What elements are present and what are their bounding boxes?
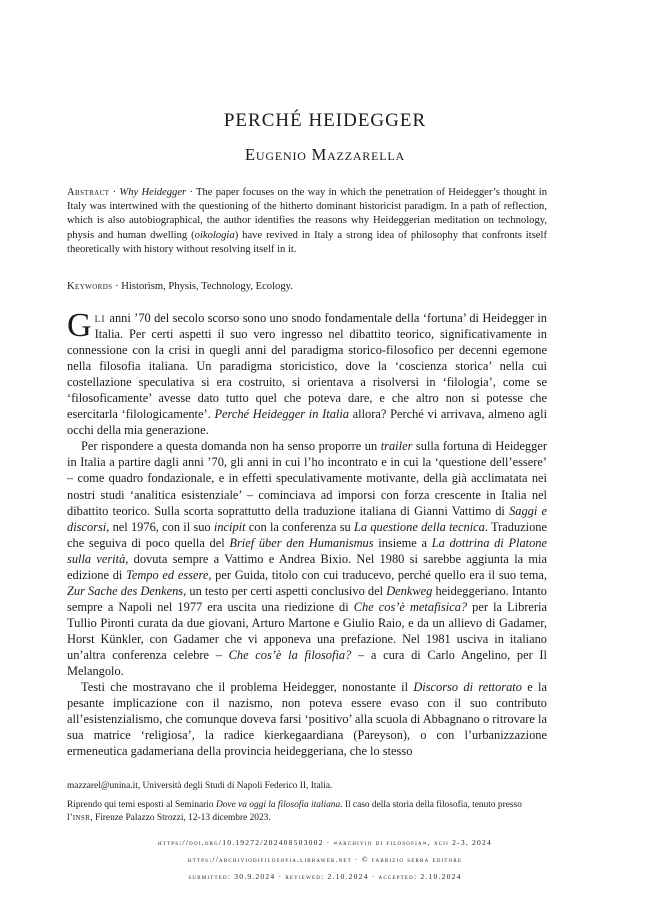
paragraph-text: per la Libreria Tullio Pironti curata da due giovani, Arturo Martone e Giulio Raio, e da un allievo di Gadamer, Horst Künkler, con Gadamer che vi apponeva una prefazione. Nel 1981 usciva in italiano un’altra conferenza celebre – — [67, 599, 547, 662]
keywords-text: · Historism, Physis, Technology, Ecology. — [112, 281, 293, 292]
italic-title: Tempo ed essere — [126, 567, 209, 582]
note-text: , Firenze Palazzo Strozzi, 12-13 dicembre 2023. — [90, 813, 271, 823]
abstract-english-title: Why Heidegger — [119, 187, 187, 198]
paragraph-text: , un testo per certi aspetti conclusivo del — [183, 583, 387, 598]
paragraph-text: , nel 1976, con il suo — [106, 519, 214, 534]
note-text: . Il caso della storia della filosofia, tenuto presso l’ — [67, 800, 522, 823]
abstract — [67, 186, 547, 257]
italic-term: incipit — [213, 519, 246, 534]
article-title: PERCHÉ HEIDEGGER — [223, 110, 427, 131]
footer-doi-line: https://doi.org/10.19272/202408503002 · «archivio di filosofia», xcii 2-3, 2024 — [157, 838, 493, 847]
italic-term: trailer — [380, 439, 413, 454]
abstract-text: · The paper focuses on the way in which the penetration of Heidegger’s thought in Italy was intertwined with the questioning of the hitherto dominant historicist paradigm. In a path of reflection, which is also autobiographical, the author identifies the reasons why Heideggerian meditation on technology, physis and human dwelling ( — [67, 187, 547, 241]
author-name: Eugenio Mazzarella — [245, 145, 405, 164]
footnotes — [67, 780, 547, 831]
note-text: Riprendo qui temi esposti al Seminario — [67, 800, 216, 810]
footer-publisher-line: https://archiviodifilosofia.libraweb.net · © fabrizio serra editore — [187, 855, 463, 864]
note-italic: Dove va oggi la filosofia italiana — [215, 800, 341, 810]
paragraph-text: . Traduzione che seguiva di poco quella del — [67, 519, 547, 550]
paragraph-text: con la conferenza su — [245, 519, 354, 534]
italic-title: La dottrina di Platone sulla verità — [67, 535, 547, 566]
lead-in: li — [94, 311, 107, 325]
abstract-separator: · — [109, 187, 120, 198]
article-body — [67, 307, 548, 759]
paragraph-text: allora? Perché vi arrivava, almeno agli occhi della mia generazione. — [67, 407, 548, 438]
abstract-text-end: ) have revived in Italy a strong idea of philosophy that confronts itself theoretically with history without resolving itself in it. — [67, 229, 547, 255]
paragraph-text: Per rispondere a questa domanda non ha senso proporre un — [81, 439, 381, 454]
paragraph-text: heideggeriano. Intanto sempre a Napoli nel 1977 era uscita una riedizione di — [67, 583, 548, 614]
italic-title: Discorso di rettorato — [413, 680, 522, 695]
paragraph-text: insieme a — [373, 535, 432, 550]
source-note — [67, 799, 547, 825]
paragraph-text: , dovuta sempre a Vattimo e Andrea Bixio. Nel 1980 si sarebbe aggiunta la mia edizione di — [67, 551, 547, 582]
italic-title: Saggi e discorsi — [67, 503, 547, 534]
paragraph-1 — [67, 307, 548, 438]
italic-term: Denkweg — [386, 583, 433, 598]
note-acronym: insr — [72, 813, 91, 823]
keywords-label: Keywords — [67, 281, 113, 292]
italic-title: Brief über den Humanismus — [229, 535, 374, 550]
paragraph-text: Testi che mostravano che il problema Heidegger, nonostante il — [81, 680, 414, 695]
author-affiliation: mazzarel@unina.it, Università degli Studi di Napoli Federico II, Italia. — [67, 781, 333, 791]
paragraph-text: , per Guida, titolo con cui traducevo, perché quello era il suo tema, — [208, 567, 547, 582]
drop-cap: G — [67, 307, 92, 344]
paragraph-text: sulla fortuna di Heidegger in Italia a partire dagli anni ’70, gli anni in cui l’ho incontrato e in cui la ‘questione dell’essere’ – come quadro fondazionale, e in effetti speculativamente motivante, della già acclimatata nei nostri studi ‘analitica esistenziale’ – cominciava ad imporsi con forza crescente in Italia nel dibattito teorico. Sulla scorta soprattutto della traduzione italiana di Gianni Vattimo di — [67, 439, 547, 518]
paragraph-text: – a cura di Carlo Angelino, per Il Melangolo. — [67, 647, 547, 679]
italic-title: La questione della tecnica — [354, 519, 485, 534]
italic-title: Zur Sache des Denkens — [67, 583, 184, 598]
paragraph-text: anni ’70 del secolo scorso sono uno snodo fondamentale della ‘fortuna’ di Heidegger in Italia. Per certi aspetti il suo vero ingresso nel dibattito teorico, significativamente in connessione con la crisi in quegli anni del paradigma storico-filosofico per decenni egemone nella filosofia italiana. Un paradigma storicistico, dove la ‘coscienza storica’ nella cui costellazione speculativa si era costruito, si orientava a risolversi in ‘filologia’, come se ‘filosoficamente’ avesse dato tutto quel che poteva dare, e che altro non si potesse che esercitarla ‘filologicamente’. — [67, 311, 547, 422]
footer-dates-line: submitted: 30.9.2024 · reviewed: 2.10.2024 · accepted: 2.10.2024 — [188, 872, 462, 881]
keywords — [67, 281, 547, 292]
abstract-term: oikologia — [194, 229, 235, 241]
italic-title: Che cos’è la filosofia? — [228, 647, 352, 662]
italic-title: Perché Heidegger in Italia — [214, 407, 349, 422]
abstract-label: Abstract — [67, 187, 110, 198]
italic-title: Che cos’è metafisica? — [353, 599, 468, 614]
paragraph-2 — [67, 438, 547, 679]
paragraph-text: e la pesante implicazione con il nazismo, non poteva essere evaso con il suo contributo all’esistenzialismo, che comunque doveva farsi ‘positivo’ alla scuola di Abbagnano o ritrovare la sua matrice ‘religiosa’, la radice kierkegaardiana (Pareyson), o con l’urbanizzazione ermeneutica gadameriana della provincia heideggeriana, che lo stesso — [67, 680, 547, 759]
paragraph-3 — [67, 679, 547, 759]
